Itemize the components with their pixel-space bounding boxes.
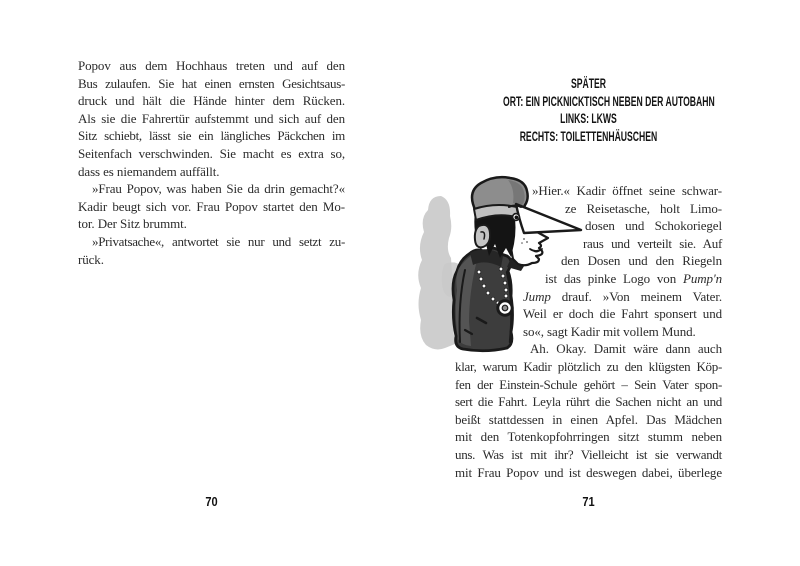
body-text-line: fen der Einstein-Schule gehört – Sein Vater spon- xyxy=(455,376,722,392)
body-text-line: ist das pinke Logo von Pump'n xyxy=(545,270,722,286)
body-text-line: Popov aus dem Hochhaus treten und auf den xyxy=(78,58,345,73)
body-text-line: Kadir beugt sich vor. Frau Popov startet den Mo- xyxy=(78,198,345,214)
body-text-line: dass es niemandem auffällt. xyxy=(78,163,220,179)
body-text-line: sert die Fahrt. Leyla rührt die Sachen nicht an und xyxy=(455,394,722,410)
body-text-line: Ah. Okay. Damit wäre dann auch xyxy=(530,341,722,357)
body-text-line: raus und verteilt sie. Auf xyxy=(583,235,722,251)
scene-heading-line: RECHTS: TOILETTENHÄUSCHEN xyxy=(519,128,658,144)
left-page-text xyxy=(78,57,345,268)
body-text-line: dosen und Schokoriegel xyxy=(585,218,722,234)
body-text-line: Weil er doch die Fahrt sponsert und xyxy=(523,306,722,322)
body-text-line: rück. xyxy=(78,251,104,267)
body-text-line: klar, warum Kadir plötzlich zu den klügsten Köp- xyxy=(455,358,722,374)
scene-heading xyxy=(455,75,722,145)
body-text-line: »Hier.« Kadir öffnet seine schwar- xyxy=(532,183,722,198)
body-text-line: »Privatsache«, antwortet sie nur und setzt zu- xyxy=(92,233,345,249)
body-text-line: druck und hält die Hände hinter dem Rücken. xyxy=(78,93,345,109)
body-text-line: »Frau Popov, was haben Sie da drin gemacht?« xyxy=(92,181,345,197)
scene-heading-line: LINKS: LKWS xyxy=(560,111,617,126)
body-text-line: mit den Totenkopfohrringen sitzt stumm neben xyxy=(455,429,722,445)
right-page-text xyxy=(455,182,722,481)
body-text-line: Als sie die Fahrertür aufstemmt und sich auf den xyxy=(78,110,345,126)
body-text-line: beißt stattdessen in einen Apfel. Das Mädchen xyxy=(455,411,722,427)
scene-heading-line: SPÄTER xyxy=(570,76,607,91)
body-text-line: tor. Der Sitz brummt. xyxy=(78,216,187,232)
body-text-line: ze Reisetasche, holt Limo- xyxy=(565,200,722,216)
page-number-right: 71 xyxy=(582,494,595,509)
body-text-line: Bus zulaufen. Sie hat einen ernsten Gesichtsaus- xyxy=(78,75,345,91)
body-text-line: Sitz schiebt, lässt sie ein längliches Päckchen im xyxy=(78,128,345,144)
body-text-line: mit Frau Popov und ist deswegen dabei, überlege xyxy=(455,464,722,480)
body-text-line: uns. Was ist mit ihr? Vielleicht ist sie verwandt xyxy=(455,446,722,462)
body-text-line: Seitenfach verschwinden. Sie macht es extra so, xyxy=(78,145,345,161)
body-text-line: so«, sagt Kadir mit vollem Mund. xyxy=(523,323,696,339)
body-text-line: den Dosen und den Riegeln xyxy=(561,253,722,269)
page-number-left: 70 xyxy=(205,494,218,509)
body-text-line: Jump drauf. »Von meinem Vater. xyxy=(523,288,722,304)
scene-heading-line: ORT: EIN PICKNICKTISCH NEBEN DER AUTOBAHN xyxy=(503,93,715,109)
